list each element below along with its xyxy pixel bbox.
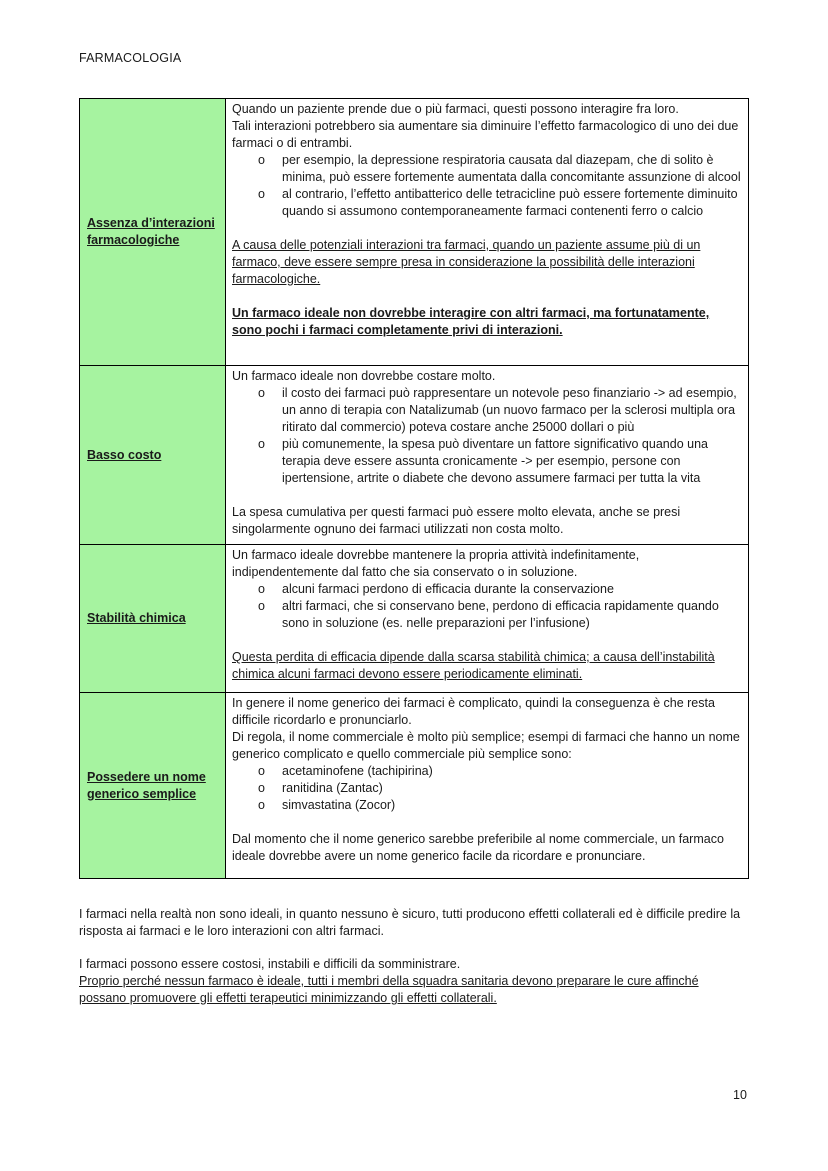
row-label: Stabilità chimica — [80, 545, 226, 693]
paragraph: Quando un paziente prende due o più farmaci, questi possono interagire fra loro. — [232, 102, 679, 116]
paragraph: Tali interazioni potrebbero sia aumentare sia diminuire l’effetto farmacologico di uno dei due farmaci o di entrambi. — [232, 119, 739, 150]
paragraph: Un farmaco ideale non dovrebbe costare molto. — [232, 369, 496, 383]
underlined-note: Questa perdita di efficacia dipende dalla scarsa stabilità chimica; a causa dell’instabilità chimica alcuni farmaci devono essere periodicamente eliminati. — [232, 650, 715, 681]
row-content — [226, 545, 749, 693]
row-label: Possedere un nome generico semplice — [80, 693, 226, 879]
ideal-drug-properties-table — [79, 98, 749, 879]
list-item: o simvastatina (Zocor) — [282, 797, 742, 814]
list-item: o acetaminofene (tachipirina) — [282, 763, 742, 780]
page-number: 10 — [733, 1088, 747, 1102]
row-content — [226, 693, 749, 879]
table-row — [80, 366, 749, 545]
table-row — [80, 693, 749, 879]
bullet-list — [232, 581, 742, 632]
underlined-note: A causa delle potenziali interazioni tra farmaci, quando un paziente assume più di un farmaco, deve essere sempre presa in considerazione la possibilità delle interazioni farmacologiche. — [232, 238, 701, 286]
bullet-list — [232, 152, 742, 220]
footer-paragraph: I farmaci possono essere costosi, instabili e difficili da somministrare. — [79, 957, 461, 971]
bullet-list — [232, 385, 742, 487]
table-row — [80, 99, 749, 366]
row-content — [226, 99, 749, 366]
list-item: o ranitidina (Zantac) — [282, 780, 742, 797]
bullet-list — [232, 763, 742, 814]
list-item: o alcuni farmaci perdono di efficacia durante la conservazione — [282, 581, 742, 598]
table-row — [80, 545, 749, 693]
row-content — [226, 366, 749, 545]
footer-underlined-paragraph: Proprio perché nessun farmaco è ideale, tutti i membri della squadra sanitaria devono preparare le cure affinché possano promuovere gli effetti terapeutici minimizzando gli effetti collaterali. — [79, 974, 699, 1005]
list-item: o al contrario, l’effetto antibatterico delle tetracicline può essere fortemente diminuito quando si assumono contemporaneamente farmaci contenenti ferro o calcio — [282, 186, 742, 220]
list-item: o altri farmaci, che si conservano bene, perdono di efficacia rapidamente quando sono in soluzione (es. nelle preparazioni per l’infusione) — [282, 598, 742, 632]
paragraph: Di regola, il nome commerciale è molto più semplice; esempi di farmaci che hanno un nome generico complicato e quello commerciale più semplice sono: — [232, 730, 740, 761]
paragraph: Un farmaco ideale dovrebbe mantenere la propria attività indefinitamente, indipendentemente dal fatto che sia conservato o in soluzione. — [232, 548, 640, 579]
paragraph: Dal momento che il nome generico sarebbe preferibile al nome commerciale, un farmaco ideale dovrebbe avere un nome generico facile da ricordare e pronunciare. — [232, 832, 724, 863]
paragraph: La spesa cumulativa per questi farmaci può essere molto elevata, anche se presi singolarmente ognuno dei farmaci utilizzati non costa molto. — [232, 505, 681, 536]
list-item: o per esempio, la depressione respiratoria causata dal diazepam, che di solito è minima, può essere fortemente aumentata dalla concomitante assunzione di alcool — [282, 152, 742, 186]
row-label: Assenza d’interazioni farmacologiche — [80, 99, 226, 366]
page-header: FARMACOLOGIA — [79, 51, 182, 65]
list-item: o il costo dei farmaci può rappresentare un notevole peso finanziario -> ad esempio, un anno di terapia con Natalizumab (un nuovo farmaco per la sclerosi multipla ora ritirato dal commercio) poteva costare anche 25000 dollari o più — [282, 385, 742, 436]
list-item: o più comunemente, la spesa può diventare un fattore significativo quando una terapia deve essere assunta cronicamente -> per esempio, persone con ipertensione, artrite o diabete che devono assumere farmaci per tutta la vita — [282, 436, 742, 487]
paragraph: In genere il nome generico dei farmaci è complicato, quindi la conseguenza è che resta difficile ricordarlo e pronunciarlo. — [232, 696, 715, 727]
row-label: Basso costo — [80, 366, 226, 545]
bold-conclusion: Un farmaco ideale non dovrebbe interagire con altri farmaci, ma fortunatamente, sono pochi i farmaci completamente privi di interazioni. — [232, 306, 710, 337]
footer-paragraph: I farmaci nella realtà non sono ideali, in quanto nessuno è sicuro, tutti producono effetti collaterali ed è difficile predire la risposta ai farmaci e le loro interazioni con altri farmaci. — [79, 907, 741, 938]
